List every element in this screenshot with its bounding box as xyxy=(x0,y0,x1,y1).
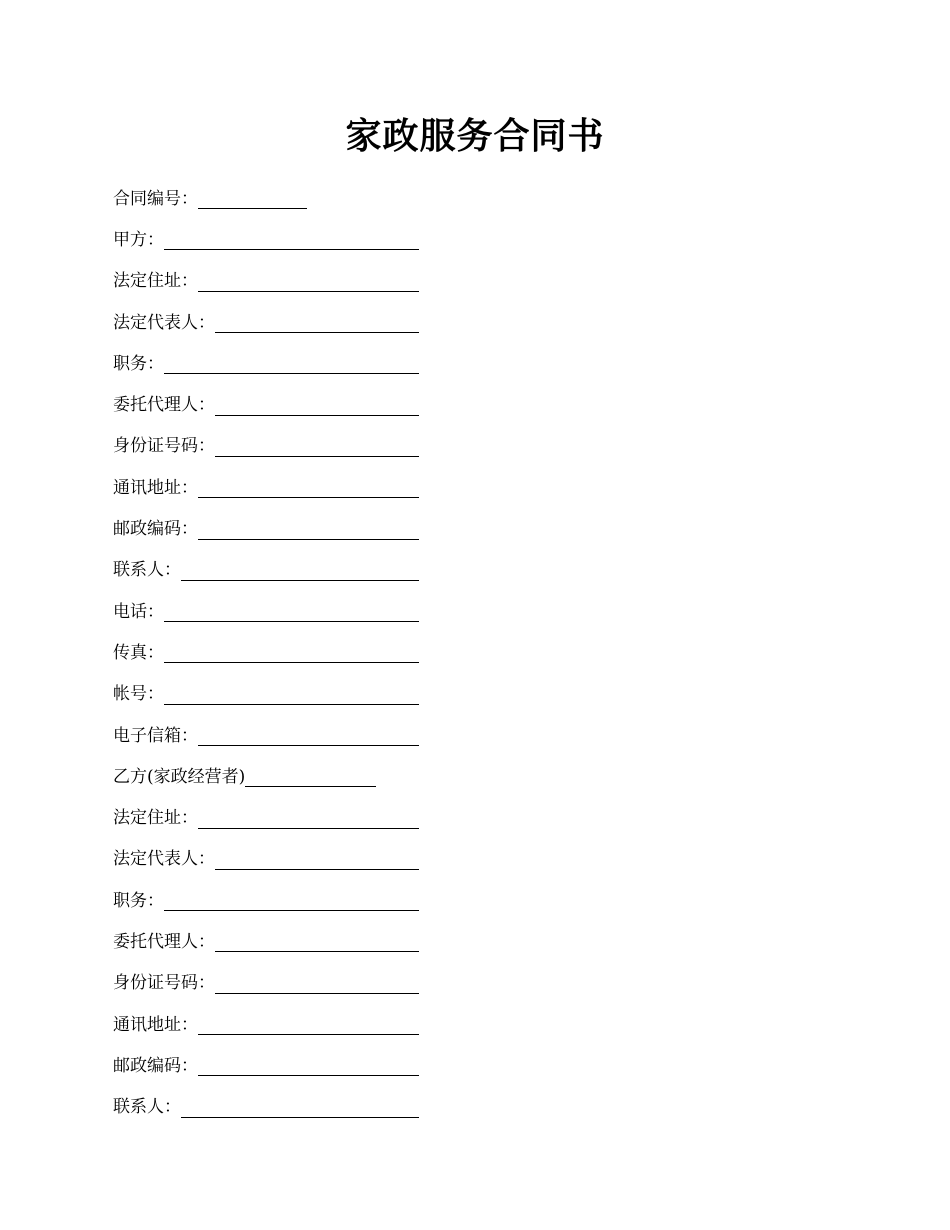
fill-in-blank[interactable] xyxy=(215,975,419,994)
field-label: 传真： xyxy=(113,642,164,663)
field-a-mailing-address xyxy=(113,467,453,508)
field-label: 电话： xyxy=(113,601,164,622)
field-label: 邮政编码： xyxy=(113,519,198,540)
fill-in-blank[interactable] xyxy=(164,603,419,622)
field-label: 电子信箱： xyxy=(113,725,198,746)
field-label: 委托代理人： xyxy=(113,395,215,416)
fill-in-blank[interactable] xyxy=(181,562,419,581)
field-b-id-number xyxy=(113,963,453,1004)
fill-in-blank[interactable] xyxy=(245,768,376,787)
field-b-position xyxy=(113,880,453,921)
field-a-legal-representative xyxy=(113,302,453,343)
fill-in-blank[interactable] xyxy=(181,1099,419,1118)
field-label: 合同编号： xyxy=(113,188,198,209)
fill-in-blank[interactable] xyxy=(198,521,419,540)
field-a-fax xyxy=(113,632,453,673)
fill-in-blank[interactable] xyxy=(198,1057,419,1076)
party-info-fields xyxy=(113,178,453,1128)
field-b-agent xyxy=(113,921,453,962)
field-label: 联系人： xyxy=(113,1097,181,1118)
fill-in-blank[interactable] xyxy=(198,190,307,209)
field-a-id-number xyxy=(113,426,453,467)
field-b-legal-representative xyxy=(113,839,453,880)
fill-in-blank[interactable] xyxy=(198,727,419,746)
field-label: 乙方(家政经营者) xyxy=(113,766,246,787)
fill-in-blank[interactable] xyxy=(215,397,419,416)
field-a-account xyxy=(113,674,453,715)
field-label: 职务： xyxy=(113,353,164,374)
fill-in-blank[interactable] xyxy=(215,314,419,333)
field-party-a xyxy=(113,219,453,260)
fill-in-blank[interactable] xyxy=(198,479,419,498)
field-a-legal-address xyxy=(113,261,453,302)
fill-in-blank[interactable] xyxy=(198,1016,419,1035)
field-b-postal-code xyxy=(113,1045,453,1086)
fill-in-blank[interactable] xyxy=(164,355,419,374)
field-b-contact-person xyxy=(113,1087,453,1128)
field-label: 帐号： xyxy=(113,684,164,705)
field-label: 身份证号码： xyxy=(113,436,215,457)
field-label: 通讯地址： xyxy=(113,1014,198,1035)
field-label: 委托代理人： xyxy=(113,931,215,952)
field-label: 邮政编码： xyxy=(113,1055,198,1076)
field-label: 通讯地址： xyxy=(113,477,198,498)
fill-in-blank[interactable] xyxy=(164,686,419,705)
field-contract-number xyxy=(113,178,453,219)
field-label: 职务： xyxy=(113,890,164,911)
fill-in-blank[interactable] xyxy=(215,933,419,952)
field-a-position xyxy=(113,343,453,384)
field-a-postal-code xyxy=(113,508,453,549)
field-a-agent xyxy=(113,384,453,425)
field-a-phone xyxy=(113,591,453,632)
field-label: 法定代表人： xyxy=(113,312,215,333)
field-party-b xyxy=(113,756,453,797)
fill-in-blank[interactable] xyxy=(198,810,419,829)
fill-in-blank[interactable] xyxy=(198,273,419,292)
field-a-contact-person xyxy=(113,550,453,591)
field-b-mailing-address xyxy=(113,1004,453,1045)
field-label: 法定住址： xyxy=(113,808,198,829)
fill-in-blank[interactable] xyxy=(164,892,419,911)
fill-in-blank[interactable] xyxy=(215,438,419,457)
fill-in-blank[interactable] xyxy=(164,231,419,250)
field-a-email xyxy=(113,715,453,756)
fill-in-blank[interactable] xyxy=(164,644,419,663)
field-label: 法定住址： xyxy=(113,271,198,292)
document-title: 家政服务合同书 xyxy=(345,115,605,157)
field-label: 法定代表人： xyxy=(113,849,215,870)
field-label: 甲方： xyxy=(113,229,164,250)
field-label: 身份证号码： xyxy=(113,973,215,994)
fill-in-blank[interactable] xyxy=(215,851,419,870)
field-label: 联系人： xyxy=(113,560,181,581)
field-b-legal-address xyxy=(113,797,453,838)
